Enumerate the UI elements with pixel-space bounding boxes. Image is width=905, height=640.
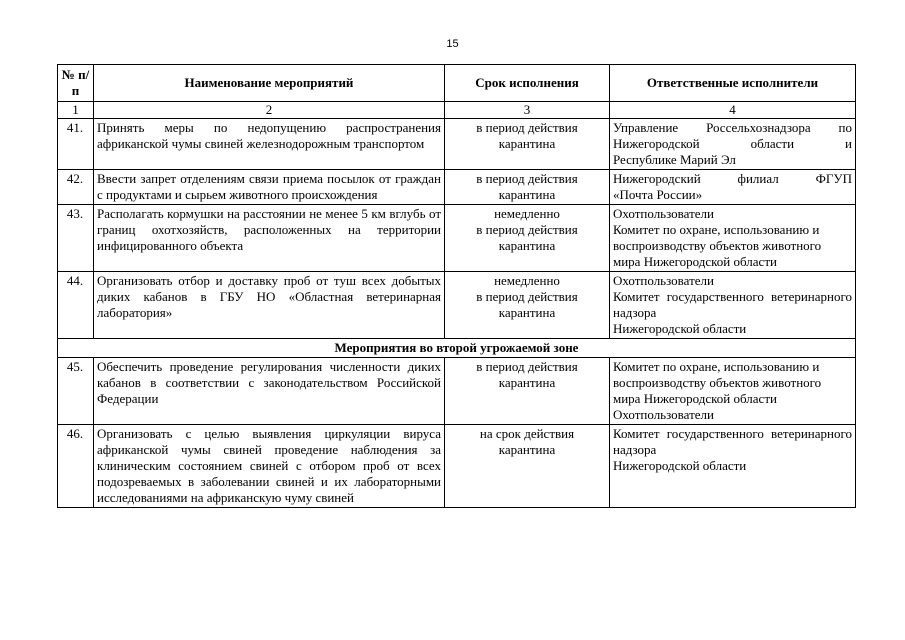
responsible-line: Комитет по охране, использованию и xyxy=(613,222,820,237)
responsible-cell xyxy=(610,205,856,272)
term-line: в период действия xyxy=(476,222,578,237)
term-line: карантина xyxy=(498,375,556,390)
term-line: немедленно xyxy=(494,273,560,288)
responsible-line: Комитет по охране, использованию и xyxy=(613,359,820,374)
table-row xyxy=(58,205,856,272)
responsible-line: Комитет государственного ветеринарного надзора xyxy=(613,426,852,457)
responsible-line: «Почта России» xyxy=(613,187,703,202)
row-number: 44. xyxy=(58,272,94,339)
section-title: Мероприятия во второй угрожаемой зоне xyxy=(58,339,856,358)
measures-table xyxy=(57,64,856,508)
term-cell xyxy=(445,205,610,272)
term-line: в период действия xyxy=(476,289,578,304)
header-responsible: Ответственные исполнители xyxy=(610,65,856,102)
term-cell xyxy=(445,425,610,508)
term-line: в период действия xyxy=(476,359,578,374)
responsible-line: Нижегородской области xyxy=(613,458,747,473)
page-number: 15 xyxy=(446,38,459,50)
term-cell xyxy=(445,170,610,205)
responsible-cell xyxy=(610,119,856,170)
term-line: карантина xyxy=(498,305,556,320)
term-line: карантина xyxy=(498,238,556,253)
table-row xyxy=(58,170,856,205)
term-line: на срок действия xyxy=(479,426,575,441)
event-cell: Обеспечить проведение регулирования численности диких кабанов в соответствии с законодательством Российской Федерации xyxy=(94,358,445,425)
column-index: 1 xyxy=(58,102,94,119)
responsible-line: Нижегородской области xyxy=(613,321,747,336)
responsible-line: Охотпользователи xyxy=(613,273,714,288)
header-num: № п/п xyxy=(58,65,94,102)
column-index: 2 xyxy=(94,102,445,119)
term-line: карантина xyxy=(498,136,556,151)
column-index-row xyxy=(58,102,856,119)
row-number: 42. xyxy=(58,170,94,205)
responsible-line: Охотпользователи xyxy=(613,206,714,221)
event-cell: Ввести запрет отделениям связи приема посылок от граждан с продуктами и сырьем животного происхождения xyxy=(94,170,445,205)
responsible-cell xyxy=(610,425,856,508)
row-number: 45. xyxy=(58,358,94,425)
table-header-row xyxy=(58,65,856,102)
column-index: 3 xyxy=(445,102,610,119)
responsible-line: воспроизводству объектов животного xyxy=(613,375,822,390)
term-line: немедленно xyxy=(494,206,560,221)
term-cell xyxy=(445,119,610,170)
event-cell: Располагать кормушки на расстоянии не менее 5 км вглубь от границ охотхозяйств, расположенных на территории инфицированного объекта xyxy=(94,205,445,272)
table-row xyxy=(58,272,856,339)
responsible-line: Охотпользователи xyxy=(613,407,714,422)
section-row xyxy=(58,339,856,358)
event-cell: Организовать с целью выявления циркуляции вируса африканской чумы свиней проведение наблюдения за клиническим состоянием свиней с отбором проб от всех подозреваемых в заболевании свиней и их лабораторными исследованиями на африканскую чуму свиней xyxy=(94,425,445,508)
row-number: 41. xyxy=(58,119,94,170)
responsible-line: Управление Россельхознадзора по Нижегородской области и xyxy=(613,120,852,151)
responsible-line: мира Нижегородской области xyxy=(613,254,777,269)
responsible-line: мира Нижегородской области xyxy=(613,391,777,406)
term-line: карантина xyxy=(498,442,556,457)
responsible-line: Республике Марий Эл xyxy=(613,152,736,167)
event-cell: Принять меры по недопущению распространения африканской чумы свиней железнодорожным транспортом xyxy=(94,119,445,170)
responsible-cell xyxy=(610,272,856,339)
term-line: карантина xyxy=(498,187,556,202)
table-row xyxy=(58,358,856,425)
header-event: Наименование мероприятий xyxy=(94,65,445,102)
responsible-line: Комитет государственного ветеринарного надзора xyxy=(613,289,852,320)
responsible-line: Нижегородский филиал ФГУП xyxy=(613,171,852,186)
responsible-cell xyxy=(610,170,856,205)
event-cell: Организовать отбор и доставку проб от туш всех добытых диких кабанов в ГБУ НО «Областная ветеринарная лаборатория» xyxy=(94,272,445,339)
responsible-line: воспроизводству объектов животного xyxy=(613,238,822,253)
term-line: в период действия xyxy=(476,120,578,135)
table-row xyxy=(58,425,856,508)
table-row xyxy=(58,119,856,170)
term-cell xyxy=(445,358,610,425)
responsible-cell xyxy=(610,358,856,425)
column-index: 4 xyxy=(610,102,856,119)
row-number: 43. xyxy=(58,205,94,272)
header-term: Срок исполнения xyxy=(445,65,610,102)
term-cell xyxy=(445,272,610,339)
term-line: в период действия xyxy=(476,171,578,186)
row-number: 46. xyxy=(58,425,94,508)
